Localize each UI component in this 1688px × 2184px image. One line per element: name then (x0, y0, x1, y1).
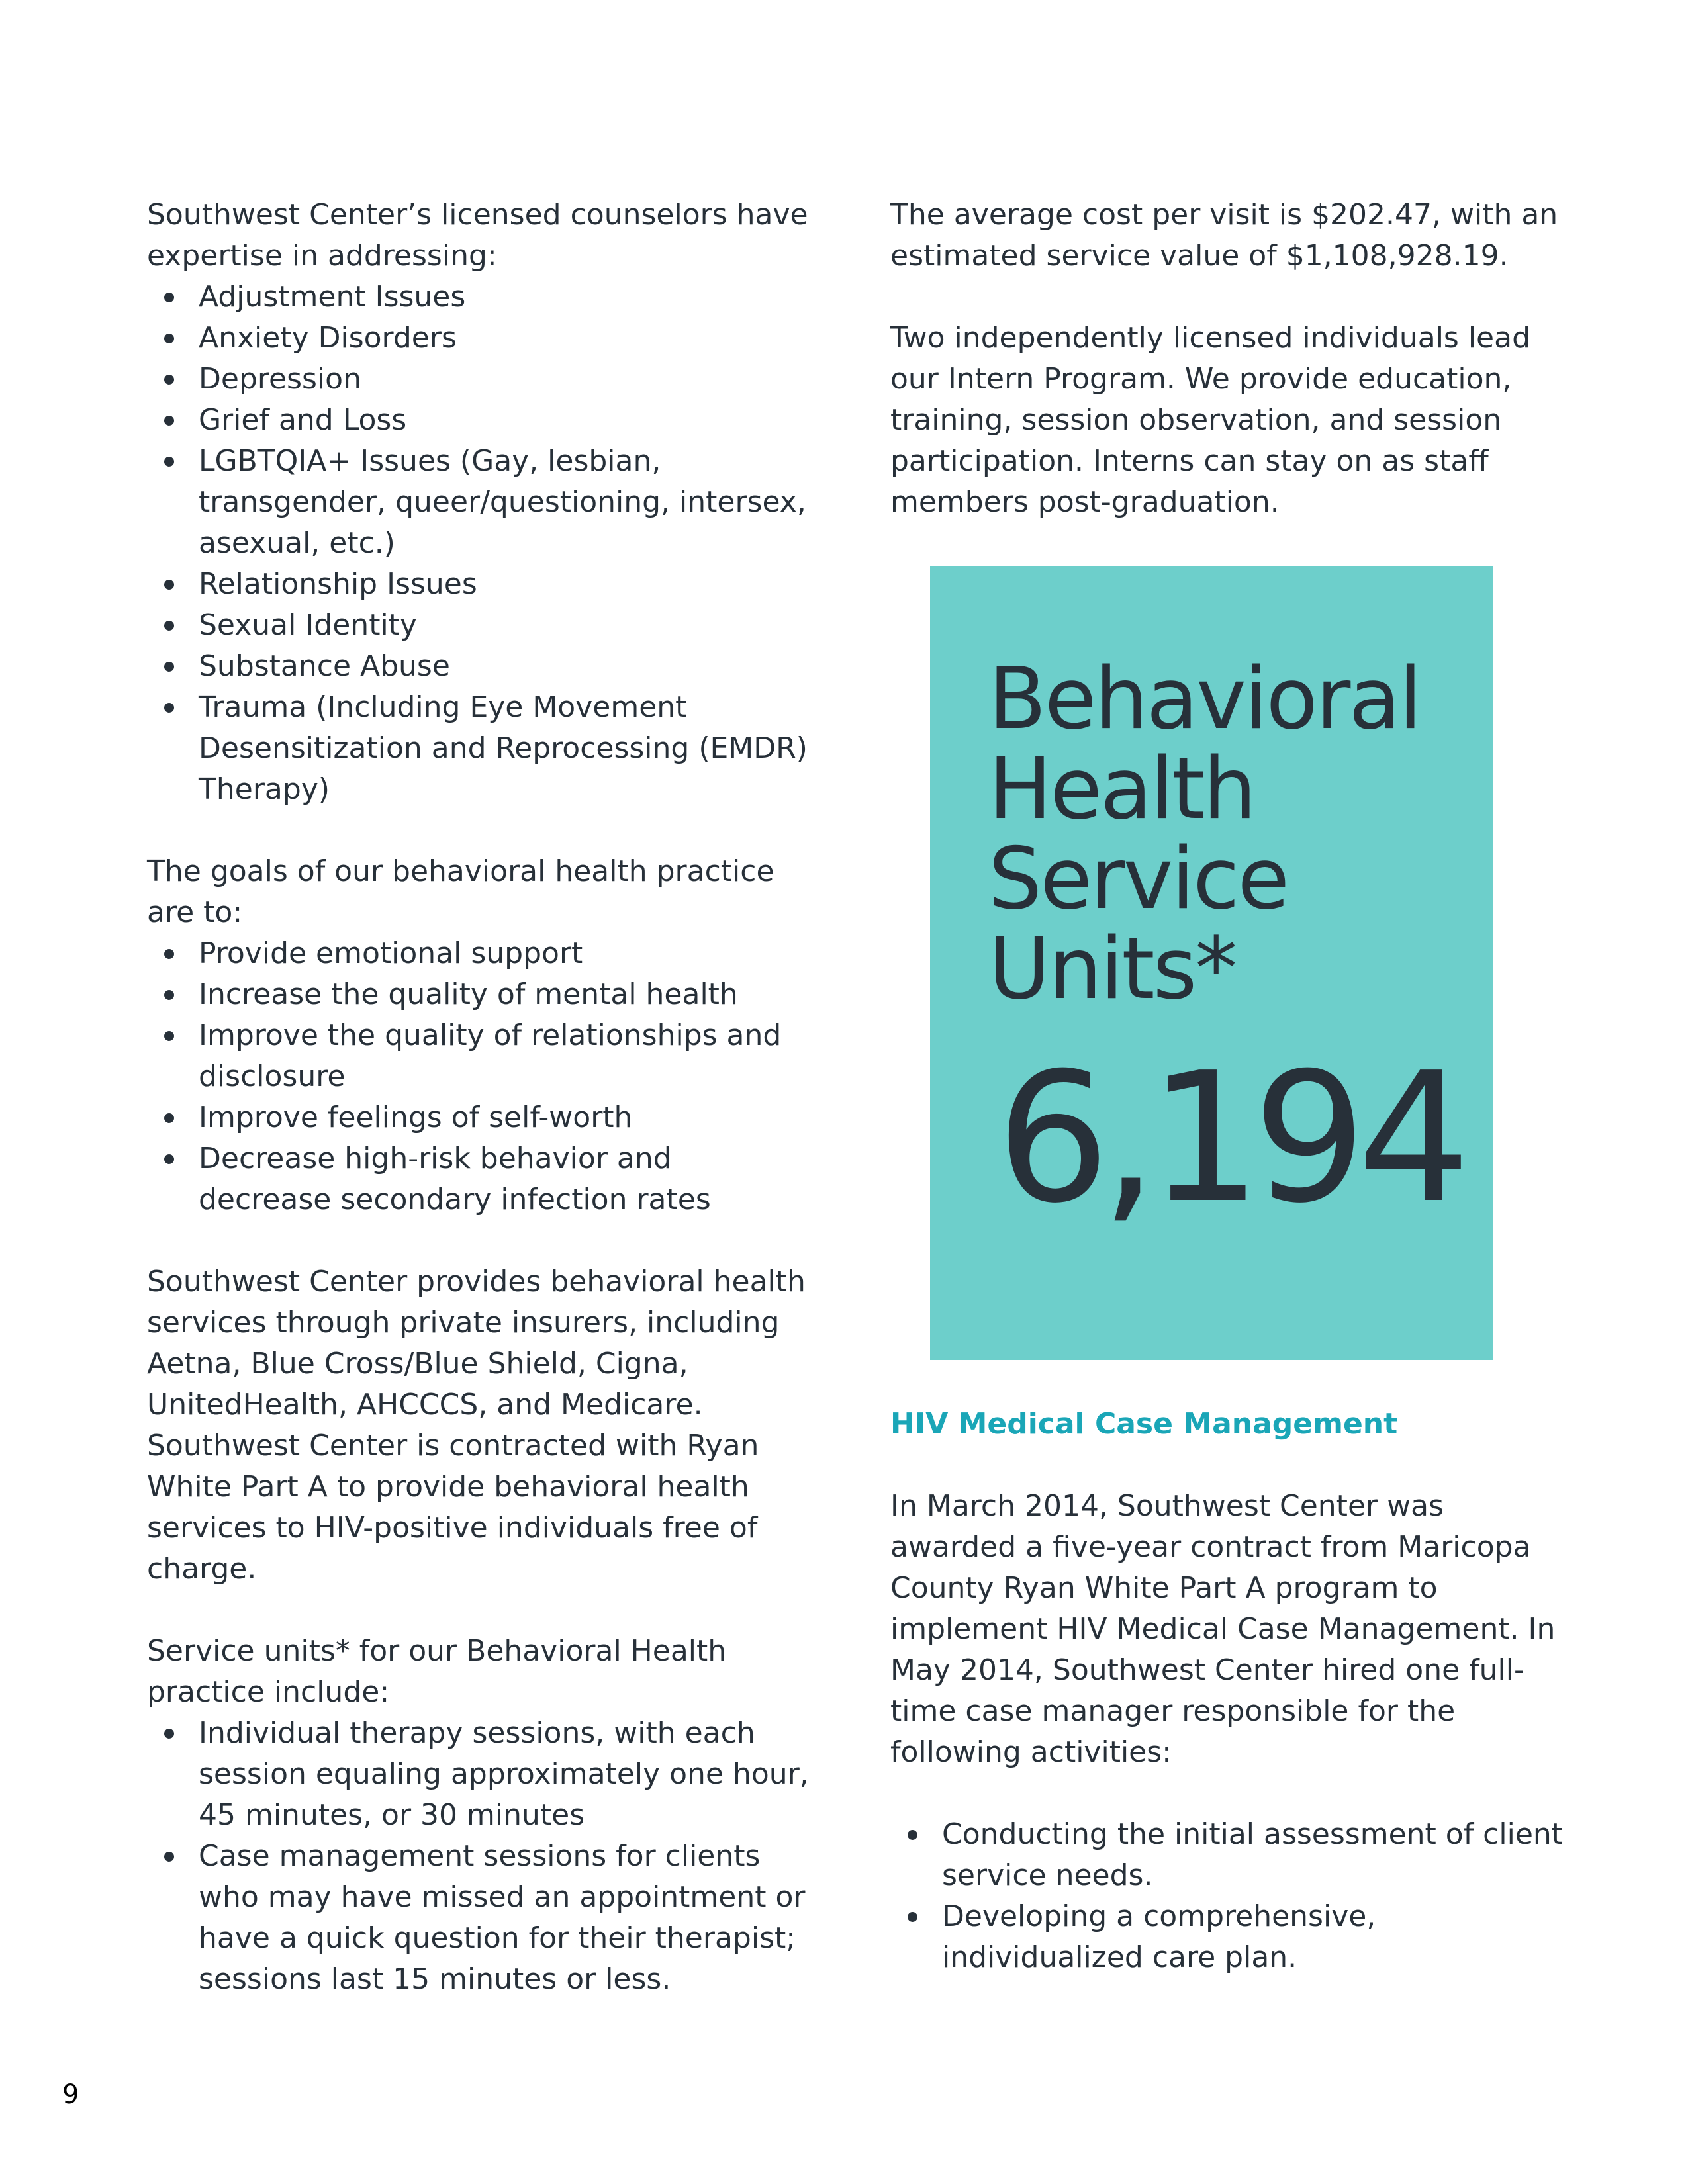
section-heading: HIV Medical Case Management (890, 1407, 1398, 1441)
list-item: Provide emotional support (147, 933, 809, 974)
hiv-section-body (890, 1486, 1566, 1978)
list-item: Developing a comprehensive, individualized care plan. (890, 1896, 1566, 1978)
list-item: Case management sessions for clients who may have missed an appointment or have a quick question for their therapist; sessions last 15 minutes or less. (147, 1836, 809, 2000)
list-item: Increase the quality of mental health (147, 974, 809, 1015)
list-item: Individual therapy sessions, with each session equaling approximately one hour, 45 minutes, or 30 minutes (147, 1713, 809, 1836)
list-item: Relationship Issues (147, 564, 809, 605)
page-number: 9 (62, 2079, 79, 2110)
goals-intro: The goals of our behavioral health practice are to: (147, 854, 774, 929)
hiv-paragraph: In March 2014, Southwest Center was awarded a five-year contract from Maricopa County Ryan White Part A program to implement HIV Medical Case Management. In May 2014, Southwest Center hired one full-time case manager responsible for the following activities: (890, 1489, 1556, 1769)
spacer (147, 810, 809, 851)
spacer (890, 277, 1566, 318)
list-item: Depression (147, 359, 809, 400)
list-item: Improve the quality of relationships and disclosure (147, 1015, 809, 1097)
list-item: Decrease high-risk behavior and decrease secondary infection rates (147, 1138, 809, 1220)
list-item: Grief and Loss (147, 400, 809, 441)
stat-title: Behavioral Health Service Units* (988, 650, 1421, 1019)
spacer (890, 1773, 1566, 1814)
spacer (147, 1590, 809, 1631)
hiv-activities-list (890, 1814, 1566, 1978)
expertise-list (147, 277, 809, 810)
right-column (890, 195, 1566, 523)
spacer (147, 1220, 809, 1261)
stat-value: 6,194 (996, 1034, 1462, 1242)
list-item: Sexual Identity (147, 605, 809, 646)
goals-list (147, 933, 809, 1220)
cost-paragraph: The average cost per visit is $202.47, with an estimated service value of $1,108,928.19. (890, 198, 1558, 273)
intern-paragraph: Two independently licensed individuals lead our Intern Program. We provide education, training, session observation, and session participation. Interns can stay on as staff members post-graduation. (890, 321, 1531, 519)
service-units-list (147, 1713, 809, 2000)
list-item: LGBTQIA+ Issues (Gay, lesbian, transgender, queer/questioning, intersex, asexual, etc.) (147, 441, 809, 564)
stat-box (930, 566, 1493, 1360)
list-item: Anxiety Disorders (147, 318, 809, 359)
left-column (147, 195, 809, 2000)
insurers-paragraph: Southwest Center provides behavioral health services through private insurers, including Aetna, Blue Cross/Blue Shield, Cigna, UnitedHealth, AHCCCS, and Medicare. Southwest Center is contracted with Ryan White Part A to provide behavioral health services to HIV-positive individuals free of charge. (147, 1265, 806, 1586)
list-item: Trauma (Including Eye Movement Desensitization and Reprocessing (EMDR) Therapy) (147, 687, 809, 810)
list-item: Adjustment Issues (147, 277, 809, 318)
expertise-intro: Southwest Center’s licensed counselors have expertise in addressing: (147, 198, 808, 273)
list-item: Conducting the initial assessment of client service needs. (890, 1814, 1566, 1896)
list-item: Improve feelings of self-worth (147, 1097, 809, 1138)
service-units-intro: Service units* for our Behavioral Health practice include: (147, 1634, 727, 1709)
list-item: Substance Abuse (147, 646, 809, 687)
